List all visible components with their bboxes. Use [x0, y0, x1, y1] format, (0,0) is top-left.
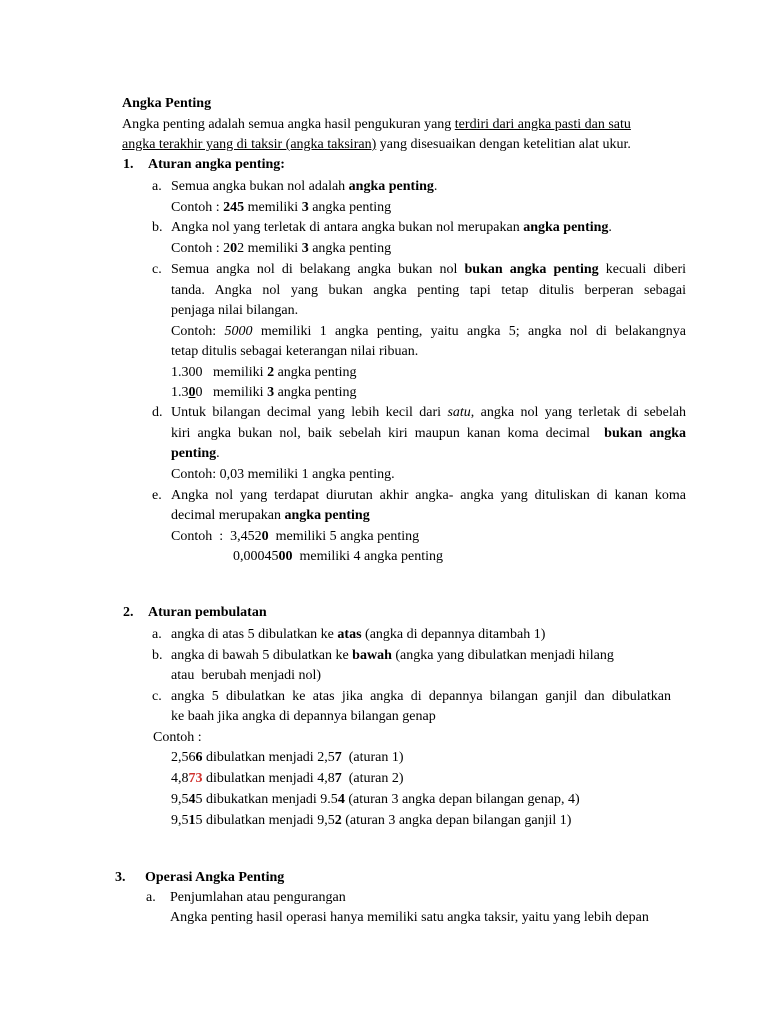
- item-1c-example-2: tetap ditulis sebagai keterangan nilai ribuan.: [171, 344, 419, 359]
- page-title: Angka Penting: [122, 96, 212, 111]
- item-1a-text: Semua angka bukan nol adalah angka penting.: [171, 179, 438, 194]
- item-1c-line-3: penjaga nilai bilangan.: [171, 303, 299, 318]
- rounding-example-1: 2,566 dibulatkan menjadi 2,57 (aturan 1): [171, 750, 404, 765]
- item-2b-letter: b.: [152, 648, 163, 663]
- rounding-example-2: 4,873 dibulatkan menjadi 4,87 (aturan 2): [171, 771, 404, 786]
- item-2b-line-2: atau berubah menjadi nol): [171, 668, 322, 683]
- intro-line-2: angka terakhir yang di taksir (angka taksiran) yang disesuaikan dengan ketelitian alat ukur.: [122, 137, 631, 152]
- item-1d-example: Contoh: 0,03 memiliki 1 angka penting.: [171, 467, 395, 482]
- section-2-heading: Aturan pembulatan: [148, 605, 267, 620]
- item-1c-letter: c.: [152, 262, 162, 277]
- section-3-heading: Operasi Angka Penting: [145, 870, 285, 885]
- item-3a-letter: a.: [146, 890, 156, 905]
- item-1c-line-1: Semua angka nol di belakang angka bukan nol bukan angka penting kecuali diberi: [171, 262, 687, 277]
- item-2c-line-1: angka 5 dibulatkan ke atas jika angka di depannya bilangan ganjil dan dibulatkan: [171, 689, 671, 704]
- section-3-number: 3.: [115, 870, 126, 885]
- item-1d-line-1: Untuk bilangan decimal yang lebih kecil dari satu, angka nol yang terletak di sebelah: [171, 405, 686, 420]
- item-1a-example: Contoh : 245 memiliki 3 angka penting: [171, 200, 392, 215]
- item-2b-line-1: angka di bawah 5 dibulatkan ke bawah (angka yang dibulatkan menjadi hilang: [171, 648, 614, 663]
- item-1d-line-3: penting.: [171, 446, 220, 461]
- item-1d-line-2: kiri angka bukan nol, baik sebelah kiri maupun kanan koma decimal bukan angka: [171, 426, 686, 441]
- section-2-number: 2.: [123, 605, 134, 620]
- item-1c-example-3: 1.300 memiliki 2 angka penting: [171, 365, 357, 380]
- section-1-number: 1.: [123, 157, 134, 172]
- item-1c-line-2: tanda. Angka nol yang bukan angka penting tapi tetap ditulis berperan sebagai: [171, 283, 686, 298]
- intro-line-1: Angka penting adalah semua angka hasil pengukuran yang terdiri dari angka pasti dan satu: [122, 117, 631, 132]
- item-3a-heading: Penjumlahan atau pengurangan: [170, 890, 346, 905]
- item-1c-example-1: Contoh: 5000 memiliki 1 angka penting, yaitu angka 5; angka nol di belakangnya: [171, 324, 686, 339]
- item-1c-example-4: 1.300 memiliki 3 angka penting: [171, 385, 357, 400]
- item-1e-line-1: Angka nol yang terdapat diurutan akhir angka- angka yang dituliskan di kanan koma: [171, 488, 686, 503]
- rounding-example-3: 9,545 dibukatkan menjadi 9.54 (aturan 3 angka depan bilangan genap, 4): [171, 792, 580, 807]
- item-2c-letter: c.: [152, 689, 162, 704]
- item-2c-line-2: ke baah jika angka di depannya bilangan genap: [171, 709, 436, 724]
- item-2a-letter: a.: [152, 627, 162, 642]
- item-1e-letter: e.: [152, 488, 162, 503]
- item-3a-text: Angka penting hasil operasi hanya memiliki satu angka taksir, yaitu yang lebih depan: [170, 910, 649, 925]
- item-1e-example-2: 0,0004500 memiliki 4 angka penting: [233, 549, 443, 564]
- examples-label: Contoh :: [153, 730, 202, 745]
- item-1b-text: Angka nol yang terletak di antara angka bukan nol merupakan angka penting.: [171, 220, 612, 235]
- rounding-example-4: 9,515 dibulatkan menjadi 9,52 (aturan 3 angka depan bilangan ganjil 1): [171, 813, 572, 828]
- item-1b-example: Contoh : 202 memiliki 3 angka penting: [171, 241, 392, 256]
- item-1d-letter: d.: [152, 405, 163, 420]
- item-1b-letter: b.: [152, 220, 163, 235]
- item-1e-line-2: decimal merupakan angka penting: [171, 508, 370, 523]
- item-2a-text: angka di atas 5 dibulatkan ke atas (angka di depannya ditambah 1): [171, 627, 546, 642]
- item-1e-example-1: Contoh : 3,4520 memiliki 5 angka penting: [171, 529, 420, 544]
- item-1a-letter: a.: [152, 179, 162, 194]
- section-1-heading: Aturan angka penting:: [148, 157, 285, 172]
